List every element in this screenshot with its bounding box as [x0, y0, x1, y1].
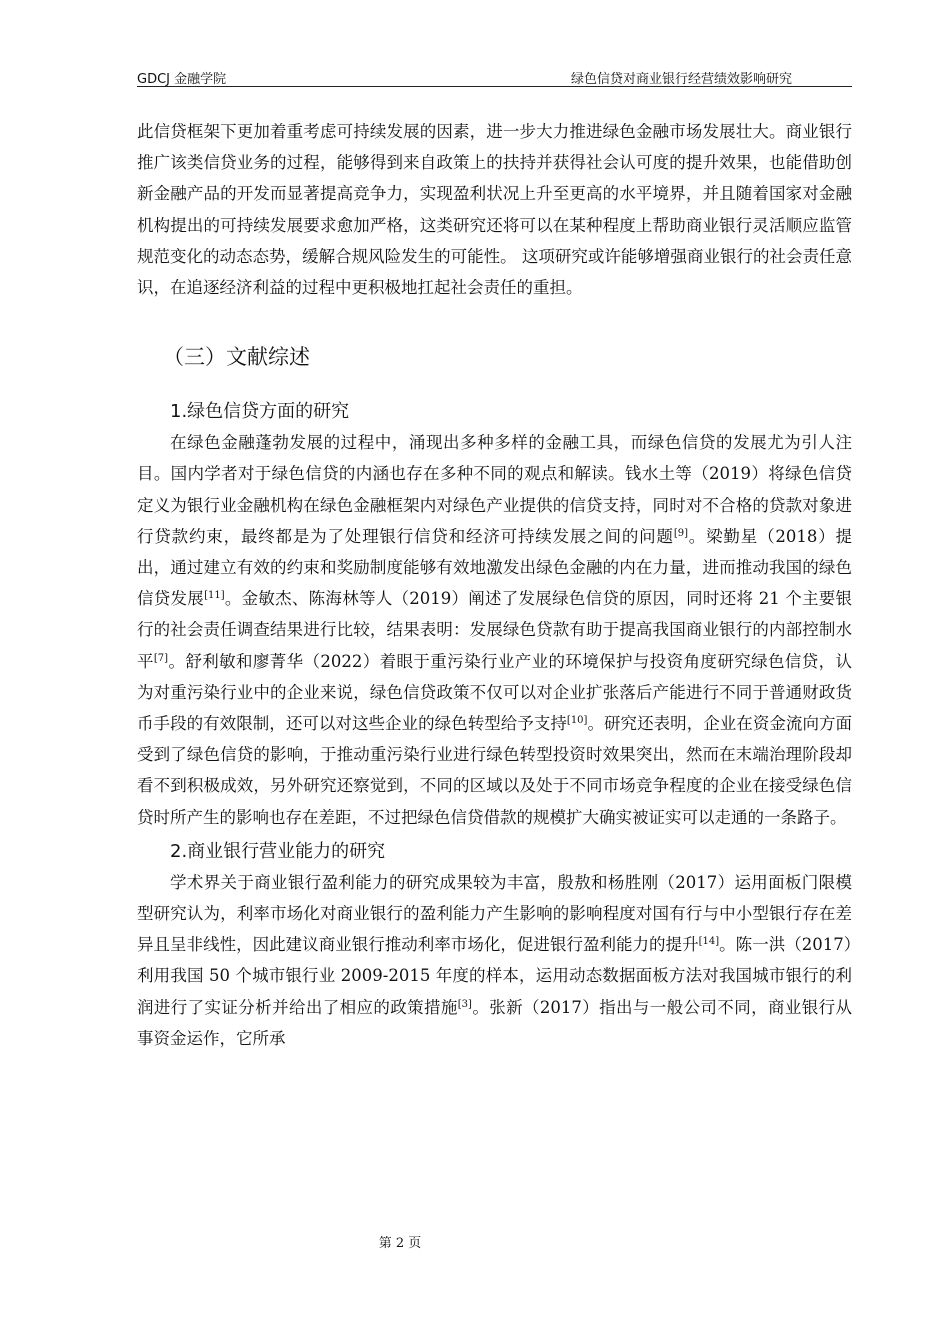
text-segment: 。舒利敏和廖菁华（2022）着眼于重污染行业产业的环境保护与投资角度研究绿色信贷，认为对重污染行业中的企业来说，绿色信贷政策不仅可以对企业扩张落后产能进行不同于普通财政货币手段的有效限制，还可以对这些企业的绿色转型给予支持	[137, 651, 852, 734]
paragraph-bank-profitability	[137, 867, 852, 1054]
page-number: 第 2 页	[378, 1236, 422, 1251]
page-body	[137, 116, 852, 1054]
text-segment: 。梁勤星（2018）提出，通过建立有效的约束和奖励制度能够有效地激发出绿色金融的内在力量，进而推动我国的绿色信贷发展	[137, 526, 853, 609]
text-segment: 。研究还表明，企业在资金流向方面受到了绿色信贷的影响，于推动重污染行业进行绿色转型投资时效果突出，然而在末端治理阶段却看不到积极成效，另外研究还察觉到，不同的区域以及处于不同市场竞争程度的企业在接受绿色信贷时所产生的影响也存在差距，不过把绿色信贷借款的规模扩大确实被证实可以走通的一条路子。	[137, 714, 853, 827]
running-header	[137, 66, 852, 87]
text-segment: 。陈一洪（2017）利用我国 50 个城市银行业 2009-2015 年度的样本，运用动态数据面板方法对我国城市银行的利润进行了实证分析并给出了相应的政策措施	[137, 935, 853, 1017]
section-heading: （三）文献综述	[163, 345, 310, 370]
intro-paragraph: 此信贷框架下更加着重考虑可持续发展的因素，进一步大力推进绿色金融市场发展壮大。商业银行推广该类信贷业务的过程，能够得到来自政策上的扶持并获得社会认可度的提升效果，也能借助创新金融产品的开发而显著提高竞争力，实现盈利状况上升至更高的水平境界，并且随着国家对金融机构提出的可持续发展要求愈加严格，这类研究还将可以在某种程度上帮助商业银行灵活顺应监管规范变化的动态态势，缓解合规风险发生的可能性。 这项研究或许能够增强商业银行的社会责任意识，在追逐经济利益的过程中更积极地扛起社会责任的重担。	[137, 122, 852, 298]
citation-ref: [7]	[153, 652, 169, 664]
text-segment: 在绿色金融蓬勃发展的过程中，涌现出多种多样的金融工具，而绿色信贷的发展尤为引人注目。国内学者对于绿色信贷的内涵也存在多种不同的观点和解读。钱水土等（2019）将绿色信贷定义为银行业金融机构在绿色金融框架内对绿色产业提供的信贷支持，同时对不合格的贷款对象进行贷款约束，最终都是为了处理银行信贷和经济可持续发展之间的问题	[137, 433, 852, 546]
text-segment: 。张新（2017）指出与一般公司不同，商业银行从事资金运作，它所承	[137, 997, 852, 1048]
paragraph-green-credit	[137, 427, 852, 833]
citation-ref: [14]	[698, 936, 720, 948]
citation-ref: [9]	[673, 527, 688, 539]
text-segment: 学术界关于商业银行盈利能力的研究成果较为丰富，殷敖和杨胜刚（2017）运用面板门限模型研究认为，利率市场化对商业银行的盈利能力产生影响的影响程度对国有行与中小型银行存在差异且呈非线性，因此建议商业银行推动利率市场化，促进银行盈利能力的提升	[137, 872, 852, 955]
citation-ref: [11]	[204, 590, 225, 602]
header-institution: GDCJ 金融学院	[137, 72, 227, 87]
subsection-heading-2: 2.商业银行营业能力的研究	[170, 840, 386, 862]
citation-ref: [3]	[457, 998, 472, 1010]
citation-ref: [10]	[566, 715, 588, 727]
subsection-heading-1: 1.绿色信贷方面的研究	[170, 401, 350, 423]
text-segment: 。金敏杰、陈海林等人（2019）阐述了发展绿色信贷的原因，同时还将 21 个主要银行的社会责任调查结果进行比较，结果表明：发展绿色贷款有助于提高我国商业银行的内部控制水平	[137, 589, 853, 671]
header-thesis-title: 绿色信贷对商业银行经营绩效影响研究	[570, 72, 792, 87]
